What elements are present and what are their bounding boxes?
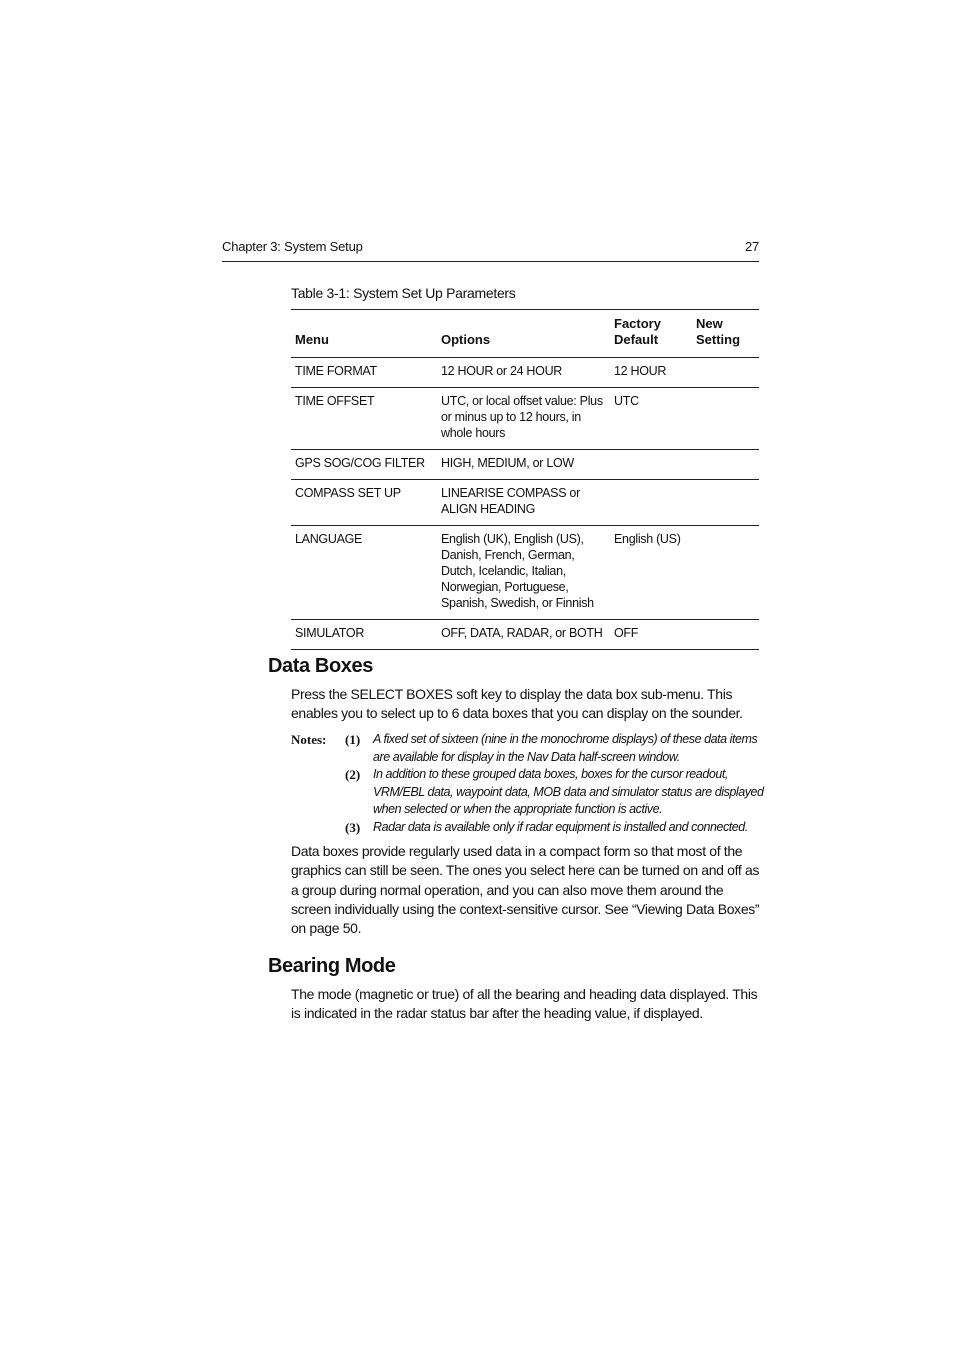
note-text: Radar data is available only if radar equipment is installed and connected. (373, 820, 748, 834)
cell-new-setting (692, 526, 759, 620)
note-number: (2) (345, 767, 361, 782)
cell-menu: TIME FORMAT (291, 358, 437, 388)
cell-menu: TIME OFFSET (291, 388, 437, 450)
column-header-factory-default: Factory Default (610, 310, 692, 358)
cell-new-setting (692, 358, 759, 388)
cell-options: OFF, DATA, RADAR, or BOTH (441, 626, 603, 640)
cell-menu: COMPASS SET UP (291, 480, 437, 526)
chapter-title: Chapter 3: System Setup (222, 239, 363, 254)
bearing-mode-body: The mode (magnetic or true) of all the bearing and heading data displayed. This is indicated in the radar status bar after the heading value, if displayed. (291, 986, 758, 1022)
note-number: (3) (345, 820, 361, 835)
cell-options: UTC, or local offset value: Plus or minus up to 12 hours, in whole hours (437, 388, 610, 450)
table-row (291, 388, 759, 450)
cell-options: 12 HOUR or 24 HOUR (437, 358, 610, 388)
note-text: In addition to these grouped data boxes, boxes for the cursor readout, VRM/EBL data, waypoint data, MOB data and simulator status are displayed when selected or when the appropriate function is active. (373, 767, 764, 817)
cell-factory-default: OFF (614, 626, 639, 640)
section-heading-data-boxes: Data Boxes (268, 655, 373, 677)
cell-new-setting (692, 480, 759, 526)
data-boxes-intro: Press the SELECT BOXES soft key to display the data box sub-menu. This enables you to select up to 6 data boxes that you can display on the sounder. (291, 686, 743, 722)
table-row (291, 358, 759, 388)
table-row (291, 526, 759, 620)
note-number: (1) (345, 732, 361, 747)
table-row (291, 620, 759, 650)
cell-menu: SIMULATOR (295, 626, 365, 640)
cell-menu: LANGUAGE (291, 526, 437, 620)
cell-factory-default (610, 480, 692, 526)
section-heading-bearing-mode: Bearing Mode (268, 955, 396, 977)
cell-options: LINEARISE COMPASS or ALIGN HEADING (437, 480, 610, 526)
table-caption: Table 3-1: System Set Up Parameters (291, 285, 516, 301)
table-header-row (291, 310, 759, 358)
table-row (291, 450, 759, 480)
note-text: A fixed set of sixteen (nine in the monochrome displays) of these data items are available for display in the Nav Data half-screen window. (373, 732, 758, 764)
table-row (291, 480, 759, 526)
running-header (222, 238, 759, 262)
cell-new-setting (692, 620, 759, 650)
column-header-menu: Menu (291, 310, 437, 358)
cell-options: HIGH, MEDIUM, or LOW (437, 450, 610, 480)
cell-factory-default (610, 450, 692, 480)
cell-new-setting (692, 450, 759, 480)
data-boxes-body: Data boxes provide regularly used data in a compact form so that most of the graphics can still be seen. The ones you select here can be turned on and off as a group during normal operation, and you can also move them around the screen individually using the context-sensitive cursor. See “Viewing Data Boxes” on page 50. (291, 843, 760, 937)
cell-factory-default: 12 HOUR (610, 358, 692, 388)
parameters-table (291, 309, 759, 650)
cell-options: English (UK), English (US), Danish, French, German, Dutch, Icelandic, Italian, Norwegian, Portuguese, Spanish, Swedish, or Finnish (437, 526, 610, 620)
column-header-new-setting: New Setting (692, 310, 759, 358)
cell-factory-default: English (US) (610, 526, 692, 620)
column-header-options: Options (437, 310, 610, 358)
cell-menu: GPS SOG/COG FILTER (291, 450, 437, 480)
cell-new-setting (692, 388, 759, 450)
notes-label: Notes: (291, 732, 327, 747)
page-number: 27 (744, 239, 759, 254)
cell-factory-default: UTC (610, 388, 692, 450)
